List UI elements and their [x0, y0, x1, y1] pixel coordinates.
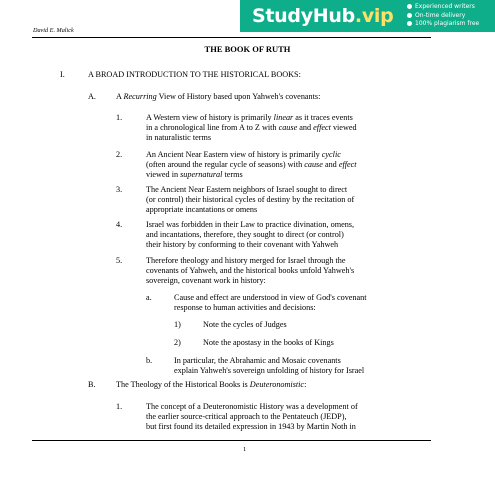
footer-rule	[32, 440, 431, 441]
studyhub-banner[interactable]	[240, 0, 495, 32]
nested-text: Note the cycles of Judges	[203, 320, 287, 329]
section-heading: A BROAD INTRODUCTION TO THE HISTORICAL BOOKS:	[88, 70, 301, 79]
item-line: sovereign, covenant work in history:	[146, 276, 266, 285]
nested-number: 2)	[174, 338, 181, 347]
item-line: in naturalistic terms	[146, 133, 212, 142]
item-line: the earlier source-critical approach to the Pentateuch (JEDP),	[146, 412, 347, 421]
item-number: 4.	[116, 220, 123, 229]
item-line: in a chronological line from A to Z with cause and effect viewed	[146, 123, 357, 132]
feature-item	[407, 20, 479, 29]
check-icon	[407, 21, 412, 26]
item-line: and incantations, therefore, they sought to direct (or control)	[146, 230, 344, 239]
item-number: 1.	[116, 113, 123, 122]
heading-text: The Theology of the Historical Books is	[116, 380, 250, 389]
heading-emphasis: Deuteronomistic	[249, 380, 305, 389]
item-line: Therefore theology and history merged for Israel through the	[146, 256, 346, 265]
item-line: Israel was forbidden in their Law to practice divination, omens,	[146, 220, 355, 229]
brand-suffix: .vip	[354, 5, 394, 27]
item-line: their history by conforming to their covenant with Yahweh	[146, 240, 339, 249]
heading-text: A	[116, 92, 124, 101]
item-line: An Ancient Near Eastern view of history is primarily cyclic	[146, 150, 341, 159]
author-header: David E. Malick	[33, 27, 74, 34]
feature-item	[407, 12, 479, 21]
subitem-line: explain Yahweh's sovereign unfolding of history for Israel	[174, 366, 365, 375]
item-line: The concept of a Deuteronomistic History was a development of	[146, 402, 358, 411]
item-number: 3.	[116, 185, 123, 194]
subsection-number: B.	[88, 380, 96, 389]
heading-text: :	[304, 380, 307, 389]
section-number: I.	[60, 70, 65, 79]
feature-list	[407, 3, 479, 29]
subitem-line: response to human activities and decisions:	[174, 303, 316, 312]
document-title: THE BOOK OF RUTH	[204, 44, 291, 54]
feature-item	[407, 3, 479, 12]
feature-label: On-time delivery	[415, 11, 466, 19]
feature-label: Experienced writers	[415, 3, 475, 10]
item-line: (or control) their historical cycles of destiny by the recitation of	[146, 195, 355, 204]
item-line: covenants of Yahweh, and the historical books unfold Yahweh's	[146, 266, 355, 275]
item-line: appropriate incantations or omens	[146, 205, 258, 214]
subitem-line: Cause and effect are understood in view of God's covenant	[174, 293, 367, 302]
page-number: 1	[243, 446, 247, 453]
subsection-heading	[116, 380, 306, 390]
item-number: 2.	[116, 150, 123, 159]
nested-number: 1)	[174, 320, 181, 329]
check-icon	[407, 4, 412, 9]
studyhub-logo[interactable]	[252, 5, 393, 27]
subsection-heading	[116, 92, 320, 102]
item-line: The Ancient Near Eastern neighbors of Israel sought to direct	[146, 185, 348, 194]
item-line: A Western view of history is primarily linear as it traces events	[146, 113, 353, 122]
subitem-line: In particular, the Abrahamic and Mosaic covenants	[174, 356, 341, 365]
nested-text: Note the apostasy in the books of Kings	[203, 338, 334, 347]
heading-text: View of History based upon Yahweh's covenants:	[156, 92, 321, 101]
feature-label: 100% plagiarism free	[415, 20, 480, 28]
subsection-number: A.	[88, 92, 96, 101]
subitem-letter: b.	[146, 356, 153, 365]
item-number: 5.	[116, 256, 123, 265]
header-rule	[32, 37, 431, 38]
item-line: viewed in supernatural terms	[146, 170, 243, 179]
check-icon	[407, 13, 412, 18]
item-number: 1.	[116, 402, 123, 411]
item-line: but first found its detailed expression in 1943 by Martin Noth in	[146, 422, 356, 431]
item-line: (often around the regular cycle of seasons) with cause and effect	[146, 160, 357, 169]
heading-emphasis: Recurring	[123, 92, 157, 101]
brand-name: StudyHub	[252, 5, 355, 27]
subitem-letter: a.	[146, 293, 152, 302]
